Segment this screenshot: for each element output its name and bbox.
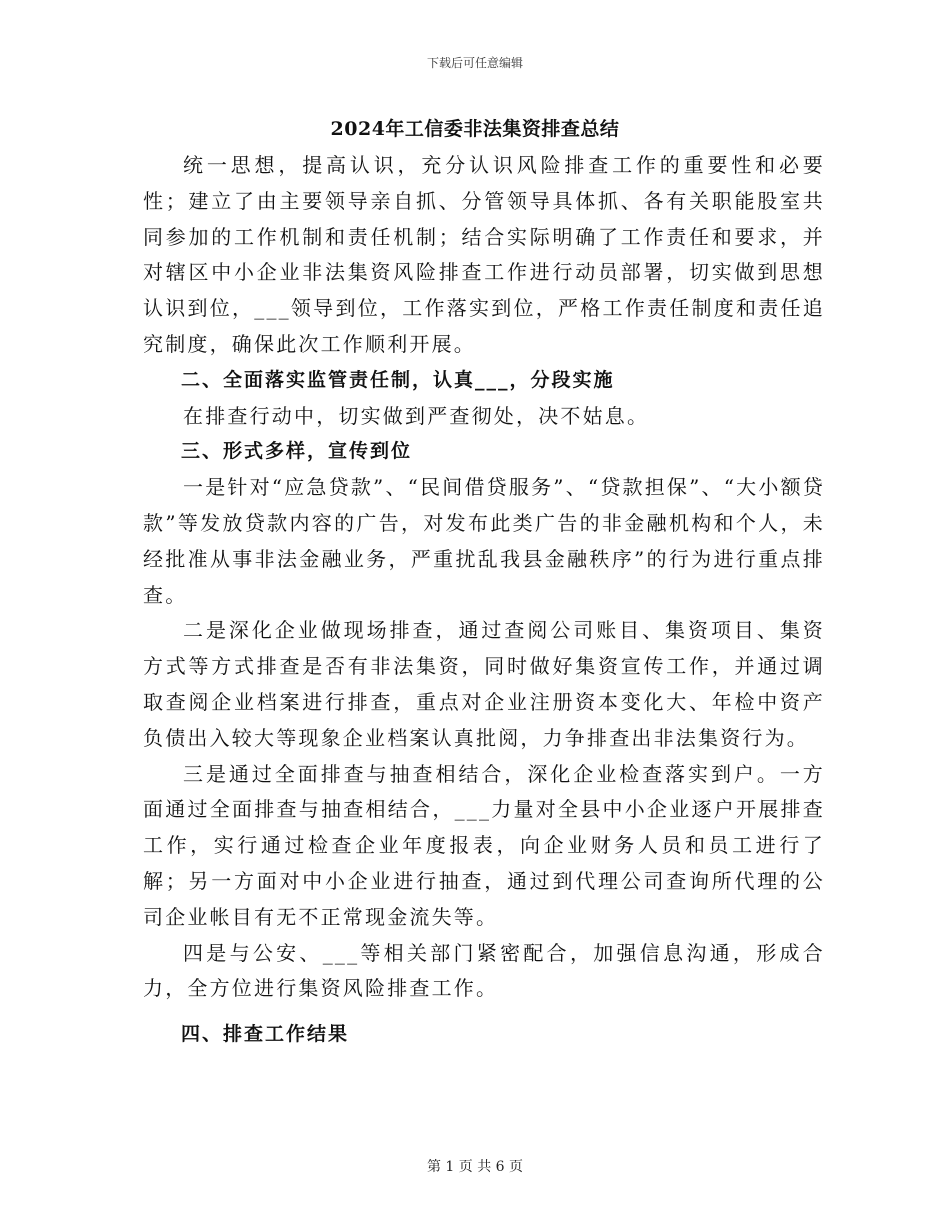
document-body xyxy=(143,148,825,1053)
paragraph-1: 统一思想，提高认识，充分认识风险排查工作的重要性和必要性；建立了由主要领导亲自抓、分管领导具体抓、各有关职能股室共同参加的工作机制和责任机制；结合实际明确了工作责任和要求，并对辖区中小企业非法集资风险排查工作进行动员部署，切实做到思想认识到位，___领导到位，工作落实到位，严格工作责任制度和责任追究制度，确保此次工作顺利开展。 xyxy=(143,153,825,356)
section-heading-4: 四、排查工作结果 xyxy=(181,1023,350,1046)
section-heading-2: 二、全面落实监管责任制，认真___，分段实施 xyxy=(181,368,615,391)
paragraph-6: 四是与公安、___等相关部门紧密配合，加强信息沟通，形成合力，全方位进行集资风险排查工作。 xyxy=(143,940,825,1001)
paragraph-3: 一是针对“应急贷款”、“民间借贷服务”、“贷款担保”、“大小额贷款”等发放贷款内容的广告，对发布此类广告的非金融机构和个人，未经批准从事非法金融业务，严重扰乱我县金融秩序”的行为进行重点排查。 xyxy=(143,475,825,607)
section-heading-3: 三、形式多样，宣传到位 xyxy=(181,440,413,463)
header-note: 下载后可任意编辑 xyxy=(426,56,523,70)
paragraph-2: 在排查行动中，切实做到严查彻处，决不姑息。 xyxy=(183,403,650,428)
page-number: 第 1 页 共 6 页 xyxy=(426,1159,524,1175)
paragraph-5: 三是通过全面排查与抽查相结合，深化企业检查落实到户。一方面通过全面排查与抽查相结合，___力量对全县中小企业逐户开展排查工作，实行通过检查企业年度报表，向企业财务人员和员工进行了解；另一方面对中小企业进行抽查，通过到代理公司查询所代理的公司企业帐目有无不正常现金流失等。 xyxy=(143,761,825,929)
paragraph-4: 二是深化企业做现场排查，通过查阅公司账目、集资项目、集资方式等方式排查是否有非法集资，同时做好集资宣传工作，并通过调取查阅企业档案进行排查，重点对企业注册资本变化大、年检中资产负债出入较大等现象企业档案认真批阅，力争排查出非法集资行为。 xyxy=(143,618,825,750)
document-title: 2024年工信委非法集资排查总结 xyxy=(330,118,620,140)
